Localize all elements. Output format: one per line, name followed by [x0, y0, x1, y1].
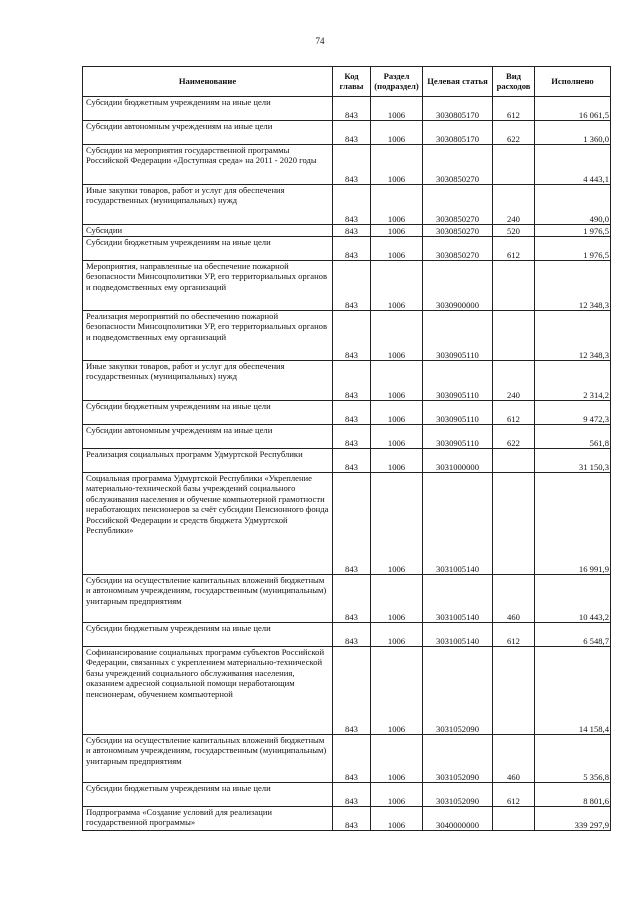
cell-name: Субсидии бюджетным учреждениям на иные цели [83, 401, 333, 425]
cell-name: Субсидии автономным учреждениям на иные цели [83, 121, 333, 145]
table-row [83, 361, 611, 401]
cell-code: 843 [333, 735, 371, 783]
cell-sum: 31 150,3 [535, 449, 611, 473]
cell-section: 1006 [371, 623, 423, 647]
cell-section: 1006 [371, 185, 423, 225]
cell-target: 3030850270 [423, 225, 493, 237]
cell-code: 843 [333, 185, 371, 225]
cell-sum: 12 348,3 [535, 261, 611, 311]
table-row [83, 735, 611, 783]
cell-code: 843 [333, 97, 371, 121]
cell-type [493, 311, 535, 361]
cell-section: 1006 [371, 145, 423, 185]
header-type: Вид расходов [493, 67, 535, 97]
cell-sum: 1 976,5 [535, 225, 611, 237]
cell-section: 1006 [371, 735, 423, 783]
header-name: Наименование [83, 67, 333, 97]
table-row [83, 311, 611, 361]
cell-type [493, 473, 535, 575]
cell-target: 3031052090 [423, 783, 493, 807]
table-row [83, 647, 611, 735]
table-row [83, 225, 611, 237]
table-row [83, 261, 611, 311]
cell-type: 460 [493, 735, 535, 783]
cell-section: 1006 [371, 783, 423, 807]
cell-code: 843 [333, 473, 371, 575]
table-row [83, 185, 611, 225]
cell-target: 3031005140 [423, 473, 493, 575]
cell-type: 612 [493, 237, 535, 261]
cell-section: 1006 [371, 575, 423, 623]
cell-code: 843 [333, 361, 371, 401]
cell-type: 622 [493, 425, 535, 449]
cell-name: Субсидии на осуществление капитальных вложений бюджетным и автономным учреждениям, государственным (муниципальным) унитарным предприятиям [83, 575, 333, 623]
header-code: Код главы [333, 67, 371, 97]
cell-sum: 490,0 [535, 185, 611, 225]
cell-type [493, 145, 535, 185]
cell-sum: 6 548,7 [535, 623, 611, 647]
cell-target: 3031000000 [423, 449, 493, 473]
cell-target: 3031005140 [423, 575, 493, 623]
cell-section: 1006 [371, 425, 423, 449]
cell-target: 3030805170 [423, 121, 493, 145]
cell-sum: 339 297,9 [535, 807, 611, 831]
cell-type: 622 [493, 121, 535, 145]
cell-name: Иные закупки товаров, работ и услуг для обеспечения государственных (муниципальных) нужд [83, 185, 333, 225]
cell-name: Подпрограмма «Создание условий для реализации государственной программы» [83, 807, 333, 831]
cell-type [493, 647, 535, 735]
cell-name: Субсидии бюджетным учреждениям на иные цели [83, 97, 333, 121]
cell-name: Социальная программа Удмуртской Республики «Укрепление материально-технической базы учреждений социального обслуживания населения и обучение компьютерной грамотности неработающих пенсионеров за счёт субсидии Пенсионного фонда Российской Федерации и средств бюджета Удмуртской Республики» [83, 473, 333, 575]
cell-type: 612 [493, 401, 535, 425]
cell-sum: 1 360,0 [535, 121, 611, 145]
cell-section: 1006 [371, 361, 423, 401]
cell-sum: 4 443,1 [535, 145, 611, 185]
cell-sum: 10 443,2 [535, 575, 611, 623]
cell-target: 3030905110 [423, 361, 493, 401]
table-row [83, 575, 611, 623]
table-body [83, 97, 611, 831]
table-row [83, 807, 611, 831]
cell-code: 843 [333, 145, 371, 185]
cell-type: 240 [493, 361, 535, 401]
cell-section: 1006 [371, 261, 423, 311]
cell-target: 3030905110 [423, 401, 493, 425]
cell-type [493, 261, 535, 311]
cell-section: 1006 [371, 449, 423, 473]
table-row [83, 145, 611, 185]
cell-type: 520 [493, 225, 535, 237]
cell-section: 1006 [371, 311, 423, 361]
cell-code: 843 [333, 807, 371, 831]
cell-section: 1006 [371, 237, 423, 261]
table-row [83, 401, 611, 425]
page-number: 74 [315, 36, 325, 46]
table-row [83, 425, 611, 449]
cell-sum: 16 991,9 [535, 473, 611, 575]
table-header [83, 67, 611, 97]
cell-code: 843 [333, 449, 371, 473]
cell-section: 1006 [371, 807, 423, 831]
cell-sum: 9 472,3 [535, 401, 611, 425]
cell-section: 1006 [371, 647, 423, 735]
cell-code: 843 [333, 575, 371, 623]
table-row [83, 237, 611, 261]
cell-target: 3030805170 [423, 97, 493, 121]
cell-sum: 2 314,2 [535, 361, 611, 401]
cell-type: 240 [493, 185, 535, 225]
cell-target: 3030900000 [423, 261, 493, 311]
cell-section: 1006 [371, 97, 423, 121]
table-row [83, 783, 611, 807]
cell-code: 843 [333, 237, 371, 261]
cell-target: 3031052090 [423, 647, 493, 735]
cell-name: Субсидии на мероприятия государственной программы Российской Федерации «Доступная среда» на 2011 - 2020 годы [83, 145, 333, 185]
cell-sum: 16 061,5 [535, 97, 611, 121]
cell-target: 3030850270 [423, 237, 493, 261]
cell-target: 3030905110 [423, 311, 493, 361]
cell-sum: 1 976,5 [535, 237, 611, 261]
cell-code: 843 [333, 647, 371, 735]
header-section: Раздел (подраздел) [371, 67, 423, 97]
cell-name: Субсидии на осуществление капитальных вложений бюджетным и автономным учреждениям, государственным (муниципальным) унитарным предприятиям [83, 735, 333, 783]
cell-code: 843 [333, 783, 371, 807]
cell-code: 843 [333, 121, 371, 145]
cell-type: 612 [493, 623, 535, 647]
cell-code: 843 [333, 401, 371, 425]
header-target: Целевая статья [423, 67, 493, 97]
cell-target: 3030905110 [423, 425, 493, 449]
cell-section: 1006 [371, 473, 423, 575]
cell-code: 843 [333, 311, 371, 361]
table-row [83, 449, 611, 473]
cell-name: Реализация мероприятий по обеспечению пожарной безопасности Минсоцполитики УР, его территориальных органов и подведомственных ему организаций [83, 311, 333, 361]
cell-type: 612 [493, 97, 535, 121]
cell-section: 1006 [371, 401, 423, 425]
cell-code: 843 [333, 261, 371, 311]
cell-name: Субсидии бюджетным учреждениям на иные цели [83, 237, 333, 261]
cell-type: 612 [493, 783, 535, 807]
cell-sum: 12 348,3 [535, 311, 611, 361]
cell-section: 1006 [371, 121, 423, 145]
cell-sum: 8 801,6 [535, 783, 611, 807]
cell-name: Реализация социальных программ Удмуртской Республики [83, 449, 333, 473]
cell-target: 3030850270 [423, 185, 493, 225]
cell-target: 3030850270 [423, 145, 493, 185]
cell-code: 843 [333, 425, 371, 449]
table-row [83, 121, 611, 145]
cell-name: Субсидии [83, 225, 333, 237]
cell-target: 3031005140 [423, 623, 493, 647]
cell-type [493, 449, 535, 473]
table-row [83, 473, 611, 575]
table-row [83, 623, 611, 647]
cell-code: 843 [333, 623, 371, 647]
cell-name: Субсидии бюджетным учреждениям на иные цели [83, 623, 333, 647]
cell-sum: 561,8 [535, 425, 611, 449]
cell-name: Иные закупки товаров, работ и услуг для обеспечения государственных (муниципальных) нужд [83, 361, 333, 401]
header-sum: Исполнено [535, 67, 611, 97]
cell-type [493, 807, 535, 831]
cell-name: Софинансирование социальных программ субъектов Российской Федерации, связанных с укреплением материально-технической базы учреждений социального обслуживания населения, оказанием адресной социальной помощи неработающим пенсионерам, обучением компьютерной [83, 647, 333, 735]
cell-sum: 14 158,4 [535, 647, 611, 735]
cell-section: 1006 [371, 225, 423, 237]
cell-target: 3031052090 [423, 735, 493, 783]
cell-code: 843 [333, 225, 371, 237]
cell-type: 460 [493, 575, 535, 623]
cell-target: 3040000000 [423, 807, 493, 831]
cell-name: Субсидии автономным учреждениям на иные цели [83, 425, 333, 449]
budget-table [82, 66, 611, 831]
cell-name: Субсидии бюджетным учреждениям на иные цели [83, 783, 333, 807]
cell-name: Мероприятия, направленные на обеспечение пожарной безопасности Минсоцполитики УР, его территориальных органов и подведомственных ему организаций [83, 261, 333, 311]
table-row [83, 97, 611, 121]
cell-sum: 5 356,8 [535, 735, 611, 783]
